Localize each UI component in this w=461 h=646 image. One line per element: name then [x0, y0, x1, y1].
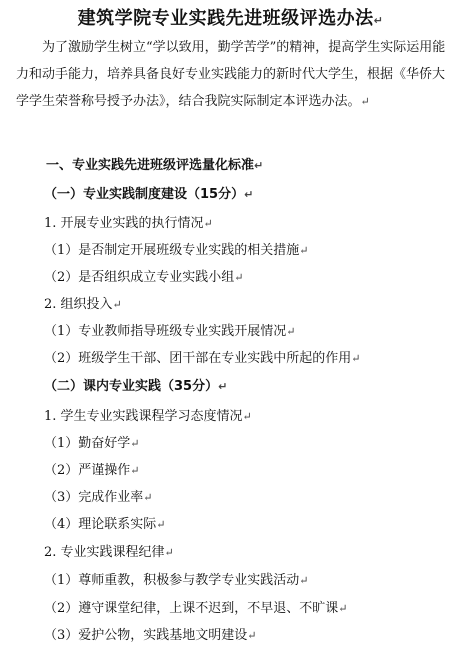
section-heading: 一、专业实践先进班级评选量化标准↵	[46, 158, 264, 173]
list-item: （1）勤奋好学↵	[44, 436, 140, 451]
intro-text: 为了激励学生树立“学以致用，勤学苦学”的精神，提高学生实际运用能力和动手能力，培养具备良好专业实践能力的新时代大学生，根据《华侨大学学生荣誉称号授予办法》，结合我院实际制定本评选办法。	[16, 40, 446, 109]
intro-paragraph	[16, 34, 452, 115]
document-title	[0, 4, 461, 30]
list-item: 2. 专业实践课程纪律↵	[44, 545, 174, 560]
list-item: （1）是否制定开展班级专业实践的相关措施↵	[44, 243, 309, 258]
list-item: （2）遵守课堂纪律，上课不迟到，不早退、不旷课↵	[44, 601, 348, 616]
list-item: （2）严谨操作↵	[44, 463, 140, 478]
list-item: 1. 开展专业实践的执行情况↵	[44, 216, 213, 231]
list-item: 1. 学生专业实践课程学习态度情况↵	[44, 409, 252, 424]
paragraph-mark: ↵	[373, 14, 384, 27]
subsection-heading: （一）专业实践制度建设（15分）↵	[44, 187, 254, 202]
list-item: （1）专业教师指导班级专业实践开展情况↵	[44, 324, 296, 339]
paragraph-mark: ↵	[360, 95, 370, 108]
title-text: 建筑学院专业实践先进班级评选办法	[77, 8, 374, 29]
list-item: （3）完成作业率↵	[44, 490, 153, 505]
list-item: （2）班级学生干部、团干部在专业实践中所起的作用↵	[44, 351, 361, 366]
subsection-heading: （二）课内专业实践（35分）↵	[44, 379, 228, 394]
list-item: （3）爱护公物，实践基地文明建设↵	[44, 628, 257, 643]
list-item: （4）理论联系实际↵	[44, 517, 166, 532]
list-item: 2. 组织投入↵	[44, 297, 122, 312]
list-item: （2）是否组织成立专业实践小组↵	[44, 270, 244, 285]
list-item: （1）尊师重教，积极参与教学专业实践活动↵	[44, 573, 309, 588]
